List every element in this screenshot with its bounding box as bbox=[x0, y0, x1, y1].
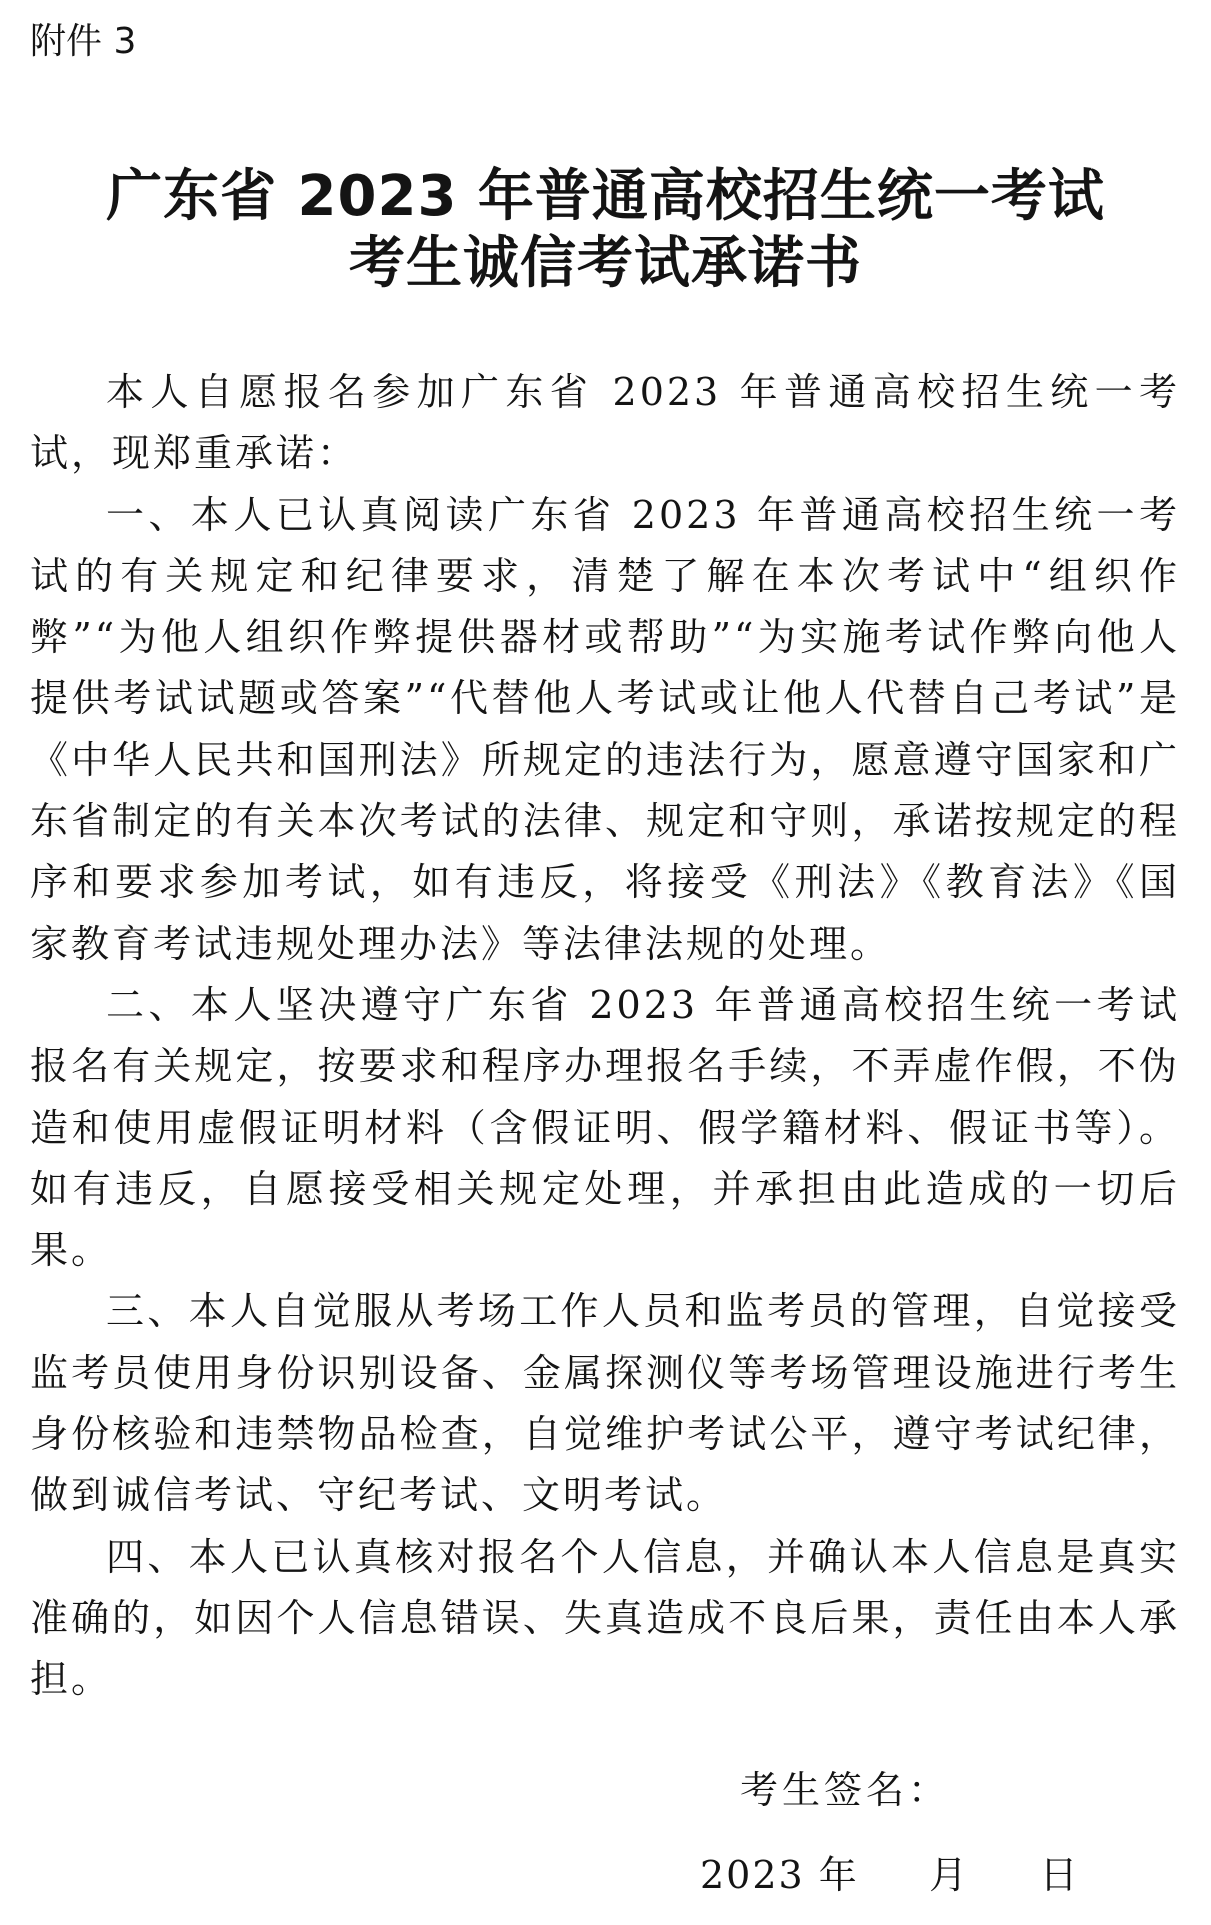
commitment-item-3: 三、本人自觉服从考场工作人员和监考员的管理，自觉接受监考员使用身份识别设备、金属探测仪等考场管理设施进行考生身份核验和违禁物品检查，自觉维护考试公平，遵守考试纪律，做到诚信考试、守纪考试、文明考试。 bbox=[30, 1289, 1180, 1518]
commitment-item-2: 二、本人坚决遵守广东省 2023 年普通高校招生统一考试报名有关规定，按要求和程序办理报名手续，不弄虚作假，不伪造和使用虚假证明材料（含假证明、假学籍材料、假证书等）。如有违反，自愿接受相关规定处理，并承担由此造成的一切后果。 bbox=[30, 982, 1180, 1273]
commitment-item-4: 四、本人已认真核对报名个人信息，并确认本人信息是真实准确的，如因个人信息错误、失真造成不良后果，责任由本人承担。 bbox=[30, 1534, 1180, 1702]
document-title-line-2: 考生诚信考试承诺书 bbox=[349, 231, 862, 296]
signature-label: 考生签名： bbox=[740, 1768, 951, 1812]
intro-paragraph: 本人自愿报名参加广东省 2023 年普通高校招生统一考试，现郑重承诺： bbox=[30, 370, 1180, 476]
attachment-label: 附件 3 bbox=[30, 21, 137, 62]
date-line: 2023 年 月 日 bbox=[700, 1853, 1080, 1897]
document-body bbox=[30, 362, 1180, 1711]
commitment-item-1: 一、本人已认真阅读广东省 2023 年普通高校招生统一考试的有关规定和纪律要求，清楚了解在本次考试中“组织作弊”“为他人组织作弊提供器材或帮助”“为实施考试作弊向他人提供考试试题或答案”“代替他人考试或让他人代替自己考试”是《中华人民共和国刑法》所规定的违法行为，愿意遵守国家和广东省制定的有关本次考试的法律、规定和守则，承诺按规定的程序和要求参加考试，如有违反，将接受《刑法》《教育法》《国家教育考试违规处理办法》等法律法规的处理。 bbox=[30, 492, 1180, 966]
document-title-line-1: 广东省 2023 年普通高校招生统一考试 bbox=[106, 164, 1105, 229]
